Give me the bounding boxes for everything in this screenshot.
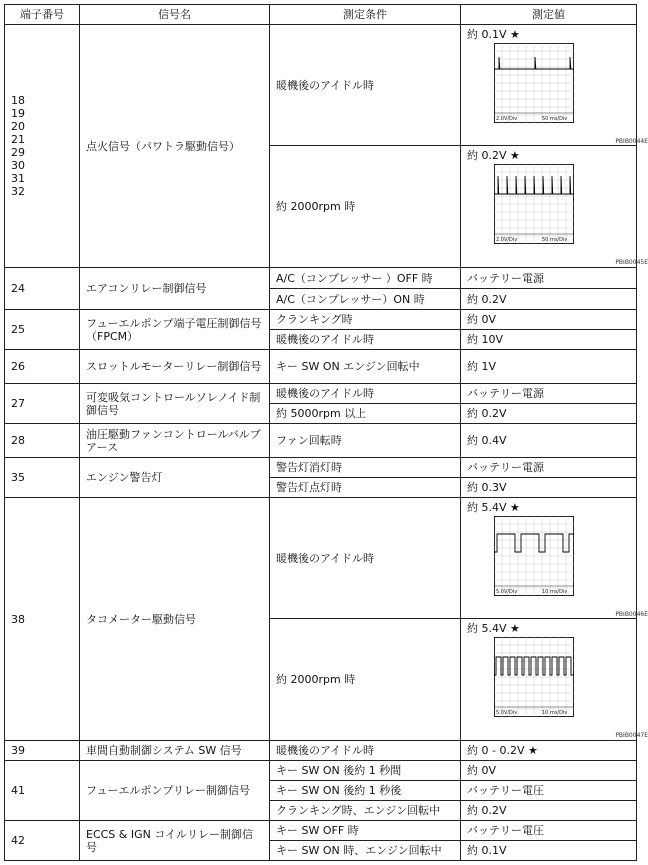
condition-cell: 警告灯点灯時: [270, 478, 461, 498]
condition-cell: ファン回転時: [270, 424, 461, 458]
figure-code: PBIB0044E: [615, 137, 648, 145]
terminal-spec-table: [4, 4, 648, 861]
table-row: [5, 384, 637, 404]
table-row: [5, 310, 637, 330]
condition-cell: 暖機後のアイドル時: [270, 741, 461, 761]
signal-cell: エンジン警告灯: [80, 458, 270, 498]
condition-cell: A/C（コンプレッサー）ON 時: [270, 289, 461, 310]
value-cell: 約 0.3V: [461, 478, 637, 498]
value-cell: 約 0V: [461, 761, 637, 781]
signal-cell: 点火信号（パワトラ駆動信号）: [80, 25, 270, 268]
signal-cell: エアコンリレー制御信号: [80, 268, 270, 310]
value-text: 約 5.4V ★: [467, 500, 520, 514]
table-row: [5, 821, 637, 841]
scope-volt-scale: 2.0V/Div: [496, 115, 518, 122]
header-value: 測定値: [461, 5, 637, 25]
terminal-cell: 28: [5, 424, 80, 458]
scope-graph: [494, 637, 574, 717]
condition-cell: キー SW ON エンジン回転中: [270, 350, 461, 384]
terminal-number: 21: [11, 133, 25, 146]
condition-cell: 暖機後のアイドル時: [270, 330, 461, 350]
signal-cell: 車間自動制御システム SW 信号: [80, 741, 270, 761]
signal-cell: フューエルポンプ端子電圧制御信号（FPCM）: [80, 310, 270, 350]
terminal-number: 29: [11, 146, 25, 159]
value-cell: [461, 25, 648, 146]
value-cell: バッテリー電源: [461, 458, 637, 478]
header-terminal: 端子番号: [5, 5, 80, 25]
scope-graph: [494, 43, 574, 123]
oscilloscope-waveform: [494, 164, 646, 264]
condition-cell: 暖機後のアイドル時: [270, 25, 461, 146]
figure-code: PBIB0047E: [615, 732, 648, 739]
condition-cell: 暖機後のアイドル時: [270, 384, 461, 404]
condition-cell: 約 2000rpm 時: [270, 619, 461, 741]
table-row: [5, 741, 637, 761]
value-cell: 約 0 - 0.2V ★: [461, 741, 637, 761]
value-cell: 約 0.2V: [461, 801, 637, 821]
signal-cell: ECCS & IGN コイルリレー制御信号: [80, 821, 270, 861]
condition-cell: クランキング時、エンジン回転中: [270, 801, 461, 821]
condition-cell: 約 2000rpm 時: [270, 146, 461, 268]
table-row: [5, 498, 637, 619]
terminal-cell: 25: [5, 310, 80, 350]
table-row: [5, 458, 637, 478]
terminal-cell: 35: [5, 458, 80, 498]
scope-graph: [494, 516, 574, 596]
value-cell: 約 0.1V: [461, 841, 637, 861]
table-row: [5, 761, 637, 781]
terminal-number: 19: [11, 107, 25, 120]
scope-time-scale: 10 ms/Div: [542, 588, 568, 595]
signal-cell: 油圧駆動ファンコントロールバルブアース: [80, 424, 270, 458]
header-condition: 測定条件: [270, 5, 461, 25]
condition-cell: 約 5000rpm 以上: [270, 404, 461, 424]
value-text: 約 0.1V ★: [467, 27, 520, 41]
scope-graph: [494, 164, 574, 244]
figure-code: PBIB0046E: [615, 610, 648, 618]
value-cell: [461, 146, 648, 268]
terminal-number: 20: [11, 120, 25, 133]
value-cell: 約 1V: [461, 350, 637, 384]
value-cell: バッテリー電圧: [461, 781, 637, 801]
condition-cell: キー SW ON 後約 1 秒間: [270, 761, 461, 781]
terminal-cell: 27: [5, 384, 80, 424]
terminal-cell: 38: [5, 498, 80, 741]
condition-cell: A/C（コンプレッサー ）OFF 時: [270, 268, 461, 289]
table-row: [5, 424, 637, 458]
table-row: [5, 268, 637, 289]
terminal-cell: 42: [5, 821, 80, 861]
oscilloscope-waveform: [494, 43, 646, 143]
scope-volt-scale: 5.0V/Div: [496, 588, 518, 595]
scope-time-scale: 50 ms/Div: [542, 115, 568, 122]
condition-cell: 警告灯消灯時: [270, 458, 461, 478]
oscilloscope-waveform: [494, 637, 646, 737]
condition-cell: キー SW ON 後約 1 秒後: [270, 781, 461, 801]
value-cell: [461, 498, 648, 619]
signal-cell: 可変吸気コントロールソレノイド制御信号: [80, 384, 270, 424]
terminal-number: 32: [11, 185, 25, 198]
terminal-number: 30: [11, 159, 25, 172]
terminal-number: 31: [11, 172, 25, 185]
scope-volt-scale: 5.0V/Div: [496, 710, 518, 716]
value-cell: [461, 619, 648, 741]
condition-cell: キー SW ON 時、エンジン回転中: [270, 841, 461, 861]
value-cell: 約 10V: [461, 330, 637, 350]
value-text: 約 5.4V ★: [467, 622, 520, 635]
condition-cell: キー SW OFF 時: [270, 821, 461, 841]
terminal-cell: 24: [5, 268, 80, 310]
value-cell: 約 0V: [461, 310, 637, 330]
table-header-row: [5, 5, 637, 25]
value-cell: 約 0.2V: [461, 289, 637, 310]
value-cell: バッテリー電源: [461, 384, 637, 404]
table-row: [5, 350, 637, 384]
header-signal: 信号名: [80, 5, 270, 25]
signal-cell: スロットルモーターリレー制御信号: [80, 350, 270, 384]
signal-cell: タコメーター駆動信号: [80, 498, 270, 741]
terminal-cell: 26: [5, 350, 80, 384]
value-text: 約 0.2V ★: [467, 149, 520, 162]
oscilloscope-waveform: [494, 516, 646, 616]
value-cell: バッテリー電源: [461, 268, 637, 289]
scope-time-scale: 10 ms/Div: [542, 710, 568, 716]
condition-cell: 暖機後のアイドル時: [270, 498, 461, 619]
value-cell: 約 0.2V: [461, 404, 637, 424]
signal-cell: フューエルポンプリレー制御信号: [80, 761, 270, 821]
terminal-cell: [5, 25, 80, 268]
terminal-cell: 39: [5, 741, 80, 761]
value-cell: 約 0.4V: [461, 424, 637, 458]
terminal-number: 18: [11, 94, 25, 107]
condition-cell: クランキング時: [270, 310, 461, 330]
scope-volt-scale: 2.0V/Div: [496, 237, 518, 243]
value-cell: バッテリー電圧: [461, 821, 637, 841]
table-row: [5, 25, 637, 146]
scope-time-scale: 50 ms/Div: [542, 237, 568, 243]
terminal-cell: 41: [5, 761, 80, 821]
figure-code: PBIB0045E: [615, 259, 648, 266]
